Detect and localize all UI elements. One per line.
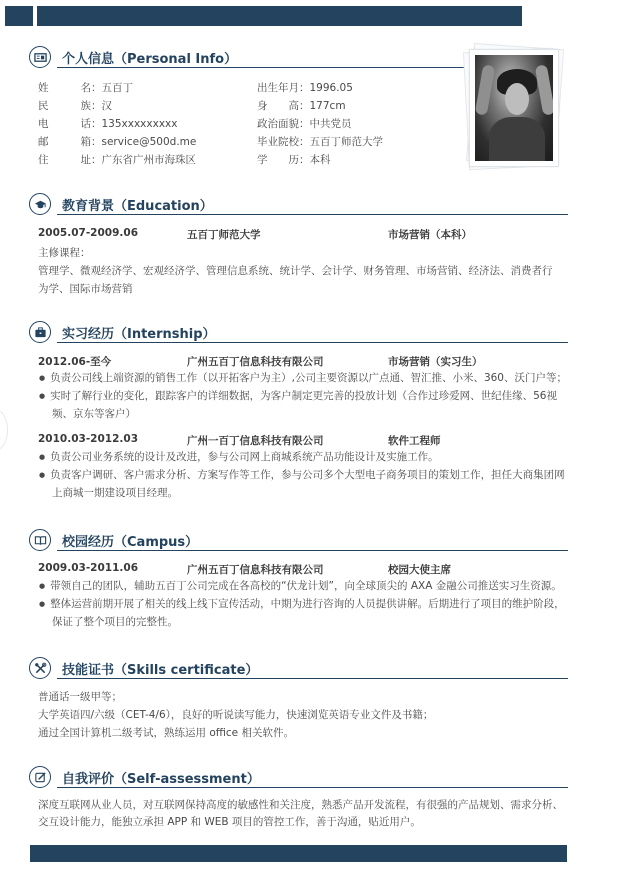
decorative-arc [0, 410, 8, 450]
education-major: 市场营销（本科） [388, 229, 472, 241]
info-email: 邮 箱 ：service@500d.me [38, 136, 197, 148]
section-self-assessment [0, 764, 633, 790]
education-school: 五百丁师范大学 [187, 229, 261, 241]
courses-label: 主修课程： [38, 247, 91, 259]
section-campus [0, 527, 633, 553]
briefcase-icon [29, 321, 51, 343]
section-title: 技能证书（Skills certificate） [62, 663, 259, 678]
section-header [0, 527, 633, 553]
info-birth: 出生年月：1996.05 [257, 82, 353, 94]
campus-company: 广州五百丁信息科技有限公司 [187, 564, 324, 576]
section-title: 自我评价（Self-assessment） [62, 772, 260, 787]
section-title: 实习经历（Internship） [62, 327, 216, 342]
job-company: 广州一百丁信息科技有限公司 [187, 435, 324, 447]
book-icon [29, 529, 51, 551]
pencil-edit-icon [29, 766, 51, 788]
job-bullet: ● 实时了解行业的变化，跟踪客户的详细数据，为客户制定更完善的投放计划（合作过珍爱网、世纪佳缘、56视频、京东等客户） [39, 388, 569, 423]
header-bar [37, 6, 522, 26]
section-internship [0, 319, 633, 345]
courses-line: 为学、国际市场营销 [38, 283, 133, 295]
section-header [0, 655, 633, 681]
section-header [0, 319, 633, 345]
job-company: 广州五百丁信息科技有限公司 [187, 356, 324, 368]
tools-icon [29, 657, 51, 679]
job-period: 2010.03-2012.03 [38, 433, 139, 445]
info-phone: 电 话 ：135xxxxxxxxx [38, 118, 178, 130]
section-education [0, 191, 633, 217]
header-bar-small [5, 6, 33, 26]
profile-photo [466, 46, 562, 168]
section-header [0, 191, 633, 217]
campus-period: 2009.03-2011.06 [38, 562, 139, 574]
graduation-cap-icon [29, 193, 51, 215]
courses-line: 管理学、微观经济学、宏观经济学、管理信息系统、统计学、会计学、财务管理、市场营销、经济法、消费者行 [38, 265, 553, 277]
id-card-icon [29, 46, 51, 68]
job-bullet: ● 负责客户调研、客户需求分析、方案写作等工作，参与公司多个大型电子商务项目的策划工作，担任大商集团网上商城一期建设项目经理。 [39, 467, 569, 502]
job-role: 市场营销（实习生） [388, 356, 483, 368]
skill-line: 普通话一级甲等； [38, 691, 122, 703]
campus-bullet: ● 整体运营前期开展了相关的线上线下宣传活动，中期为进行咨询的人员提供讲解。后期进行了项目的维护阶段，保证了整个项目的完整性。 [39, 596, 569, 631]
job-period: 2012.06-至今 [38, 356, 112, 368]
info-degree: 学 历：本科 [257, 154, 331, 166]
info-height: 身 高：177cm [257, 100, 346, 112]
info-school: 毕业院校：五百丁师范大学 [257, 136, 383, 148]
campus-bullet: ● 带领自己的团队，辅助五百丁公司完成在各高校的“伏龙计划”，向全球顶尖的 AXA 金融公司推送实习生资源。 [39, 578, 569, 596]
section-divider [57, 550, 568, 551]
section-title: 个人信息（Personal Info） [62, 52, 238, 67]
campus-role: 校园大使主席 [388, 564, 451, 576]
skill-line: 大学英语四/六级（CET-4/6），良好的听说读写能力，快速浏览英语专业文件及书籍； [38, 709, 434, 721]
skill-line: 通过全国计算机二级考试，熟练运用 office 相关软件。 [38, 727, 294, 739]
self-assessment-text: 深度互联网从业人员，对互联网保持高度的敏感性和关注度，熟悉产品开发流程，有很强的产品规划、需求分析、交互设计能力，能独立承担 APP 和 WEB 项目的管控工作，善于沟通，贴近用户。 [38, 799, 563, 828]
section-divider [57, 214, 568, 215]
section-divider [57, 787, 568, 788]
info-ethnicity: 民 族 ：汉 [38, 100, 112, 112]
section-title: 校园经历（Campus） [62, 535, 199, 550]
section-divider [57, 678, 568, 679]
job-bullet: ● 负责公司线上端资源的销售工作（以开拓客户为主）,公司主要资源以广点通、智汇推、小米、360、沃门户等； [39, 370, 569, 388]
job-bullet: ● 负责公司业务系统的设计及改进，参与公司网上商城系统产品功能设计及实施工作。 [39, 449, 569, 467]
section-skills [0, 655, 633, 681]
job-role: 软件工程师 [388, 435, 441, 447]
footer-bar [30, 845, 567, 862]
education-period: 2005.07-2009.06 [38, 227, 139, 239]
info-political: 政治面貌：中共党员 [257, 118, 352, 130]
section-header [0, 764, 633, 790]
section-divider [57, 342, 568, 343]
info-name: 姓 名 ：五百丁 [38, 82, 133, 94]
info-address: 住 址 ：广东省广州市海珠区 [38, 154, 196, 166]
section-title: 教育背景（Education） [62, 199, 213, 214]
section-divider [57, 67, 464, 68]
